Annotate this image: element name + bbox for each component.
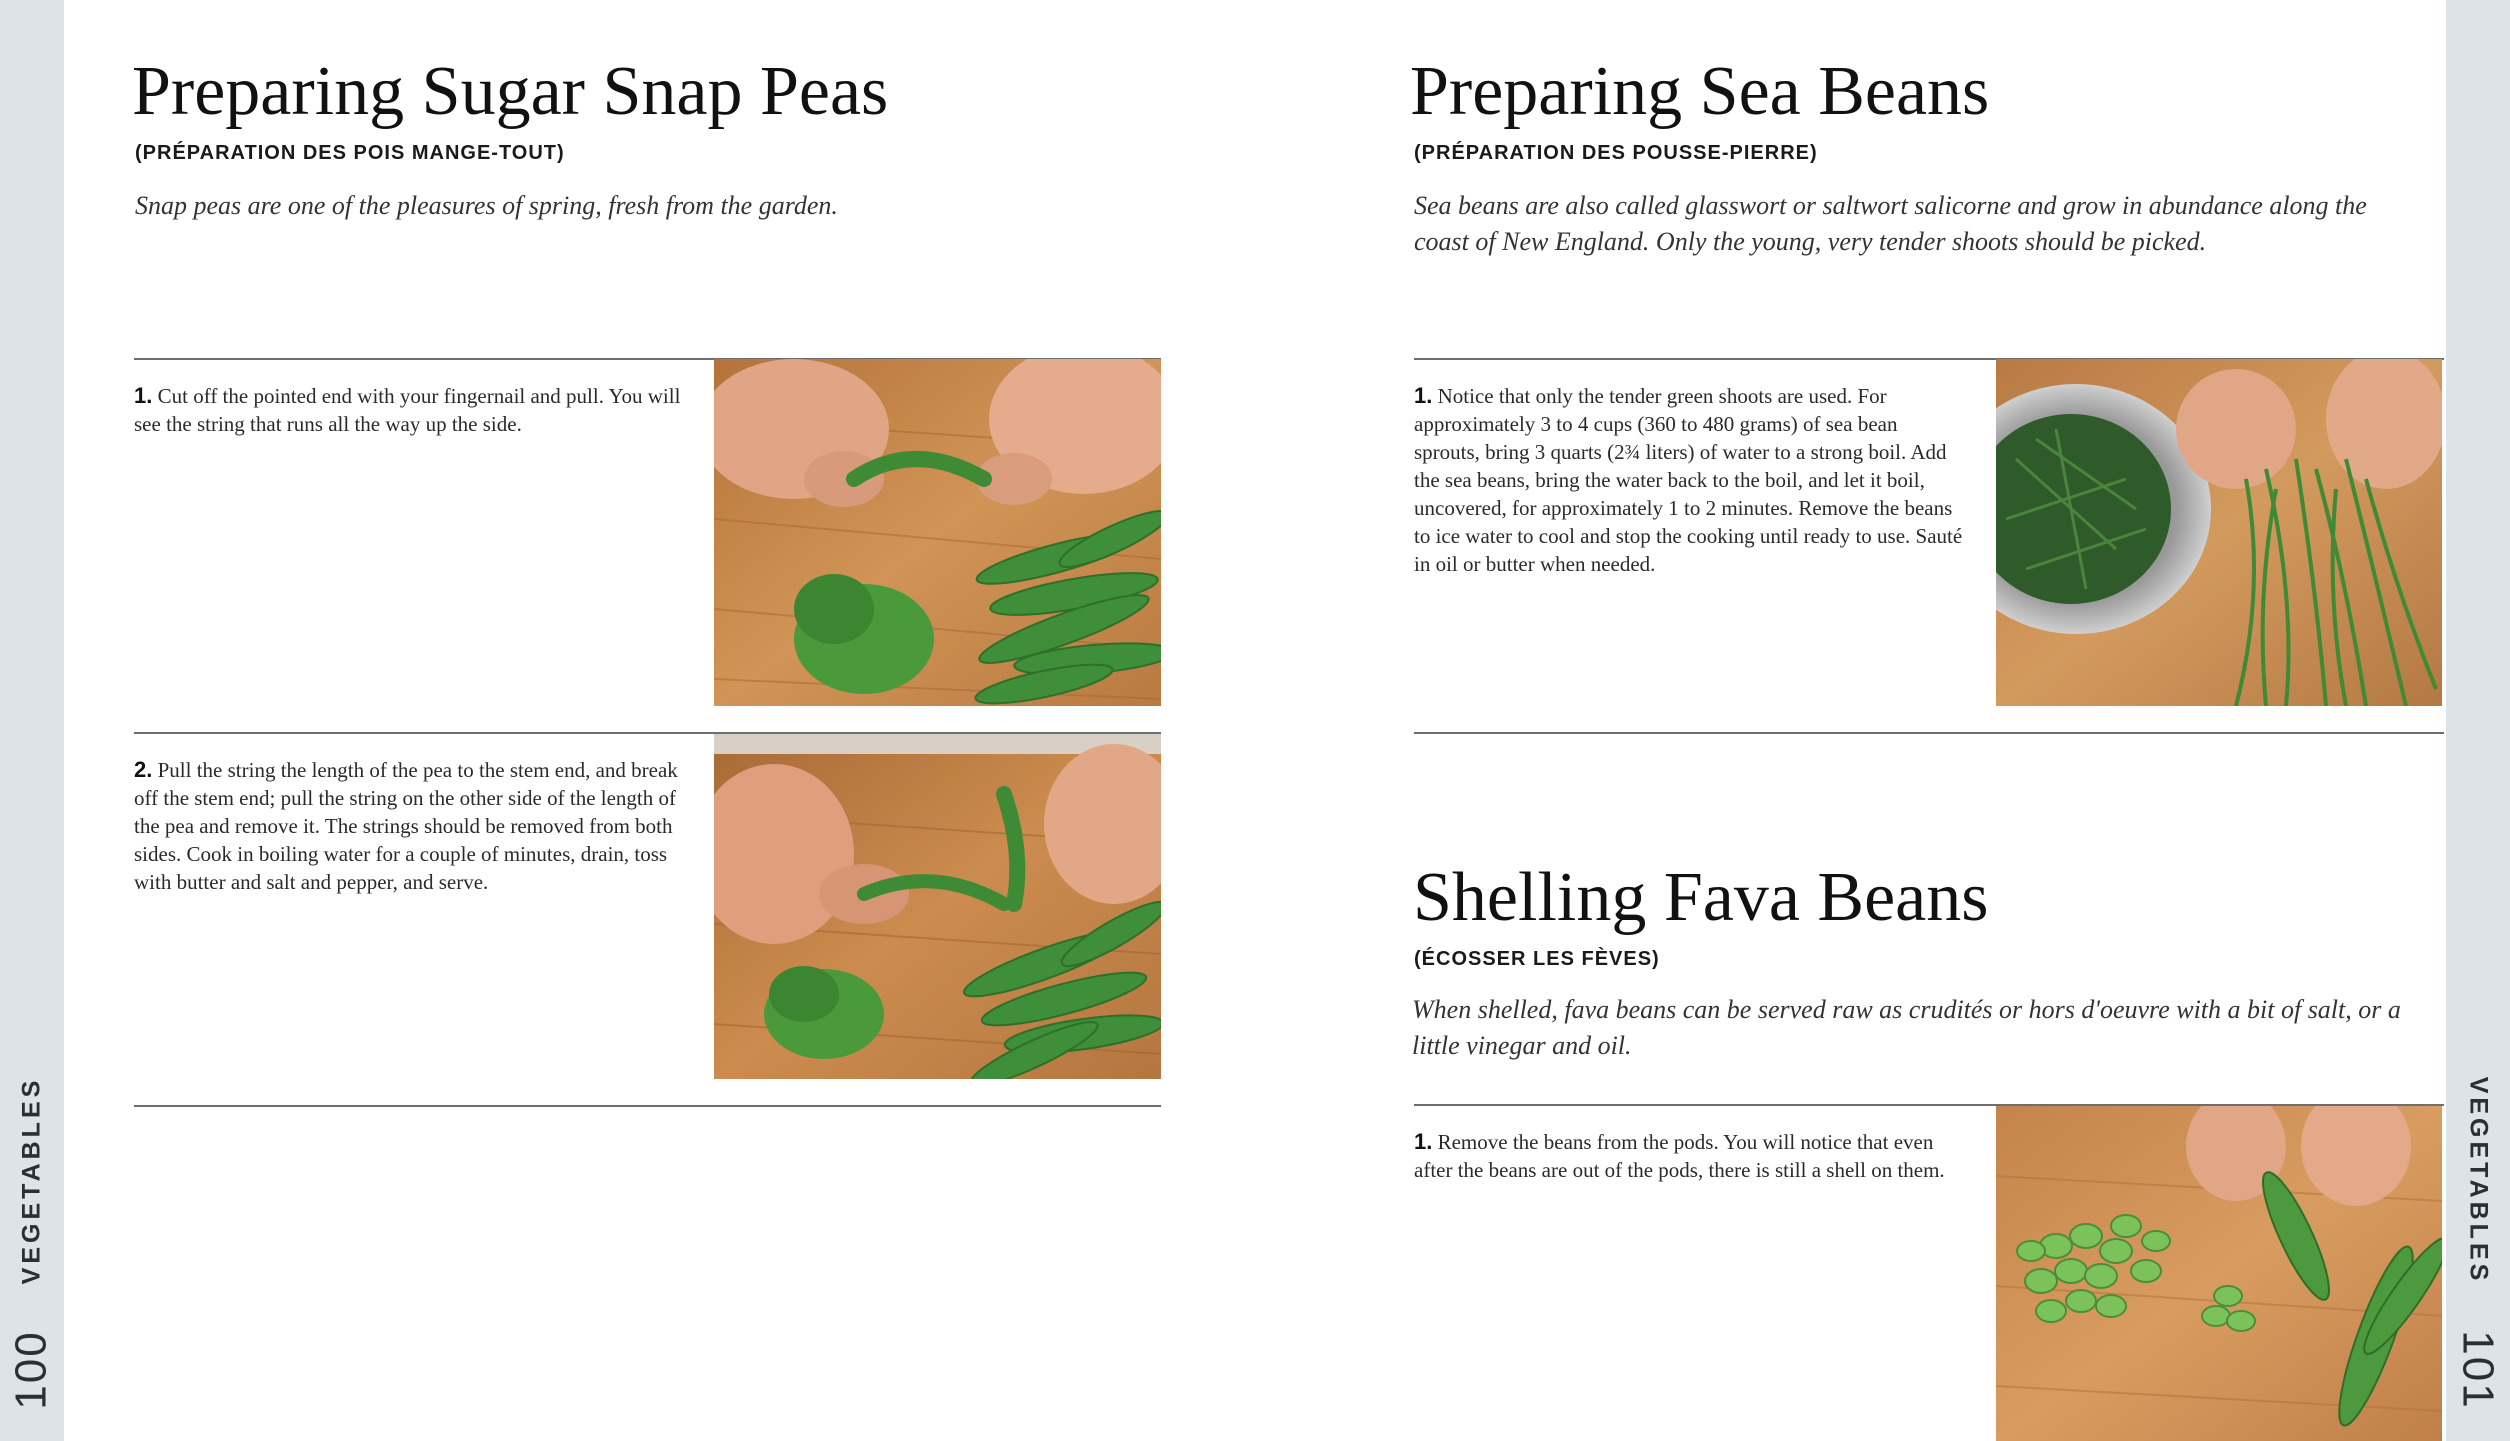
fava-beans-intro: When shelled, fava beans can be served raw as crudités or hors d'oeuvre with a bit of salt, or a little vinegar and oil.: [1412, 995, 2401, 1060]
snap-peas-photo-1: [714, 359, 1161, 706]
right-edge-strip: [2446, 0, 2510, 1441]
sea-beans-subtitle: (PRÉPARATION DES POUSSE-PIERRE): [1414, 142, 1818, 164]
left-page-number-label: 100: [7, 1330, 57, 1410]
divider: [1414, 732, 2444, 734]
left-section-tab: [2, 1076, 62, 1284]
step-text: Remove the beans from the pods. You will notice that even after the beans are out of the pods, there is still a shell on them.: [1414, 1130, 1945, 1182]
step-number: 1.: [1414, 1129, 1433, 1154]
snap-peas-intro: Snap peas are one of the pleasures of spring, fresh from the garden.: [135, 191, 838, 220]
fava-beans-photo-1-image: [1996, 1106, 2442, 1441]
fava-beans-photo-1: [1996, 1106, 2442, 1441]
snap-peas-step-2: [134, 756, 684, 896]
snap-peas-photo-1-image: [714, 359, 1161, 706]
snap-peas-step-1: [134, 382, 684, 438]
sea-beans-photo-1-image: [1996, 359, 2442, 706]
right-section-tab-label: VEGETABLES: [2464, 1076, 2493, 1284]
left-page-number: [0, 1320, 64, 1420]
step-text: Notice that only the tender green shoots are used. For approximately 3 to 4 cups (360 to 480 grams) of sea bean sprouts, bring 3 quarts (2¾ liters) of water to a strong boil. Add the sea beans, bring the water back to the boil, and let it boil, uncovered, for approximately 1 to 2 minutes. Remove the beans to ice water to cool and stop the cooking until ready to use. Sauté in oil or butter when needed.: [1414, 384, 1963, 576]
left-section-tab-label: VEGETABLES: [17, 1076, 46, 1284]
snap-peas-subtitle: (PRÉPARATION DES POIS MANGE-TOUT): [135, 142, 565, 164]
fava-beans-title: Shelling Fava Beans: [1413, 859, 1989, 936]
divider: [134, 1105, 1161, 1107]
fava-beans-subtitle: (ÉCOSSER LES FÈVES): [1414, 948, 1660, 970]
sea-beans-step-1: [1414, 382, 1964, 578]
right-page-number-label: 101: [2454, 1330, 2504, 1410]
right-page-number: [2446, 1320, 2510, 1420]
step-number: 2.: [134, 757, 153, 782]
step-number: 1.: [1414, 383, 1433, 408]
snap-peas-photo-2-image: [714, 734, 1161, 1079]
right-section-tab: [2448, 1076, 2508, 1284]
left-edge-strip: [0, 0, 64, 1441]
sea-beans-photo-1: [1996, 359, 2442, 706]
step-text: Cut off the pointed end with your fingernail and pull. You will see the string that runs all the way up the side.: [134, 384, 681, 436]
fava-beans-step-1: [1414, 1128, 1964, 1184]
sea-beans-intro: Sea beans are also called glasswort or saltwort salicorne and grow in abundance along the coast of New England. Only the young, very tender shoots should be picked.: [1414, 191, 2367, 256]
step-number: 1.: [134, 383, 153, 408]
sea-beans-title: Preparing Sea Beans: [1410, 53, 1990, 130]
snap-peas-photo-2: [714, 734, 1161, 1079]
step-text: Pull the string the length of the pea to the stem end, and break off the stem end; pull the string on the other side of the length of the pea and remove it. The strings should be removed from both sides. Cook in boiling water for a couple of minutes, drain, toss with butter and salt and pepper, and serve.: [134, 758, 678, 894]
snap-peas-title: Preparing Sugar Snap Peas: [132, 53, 889, 130]
